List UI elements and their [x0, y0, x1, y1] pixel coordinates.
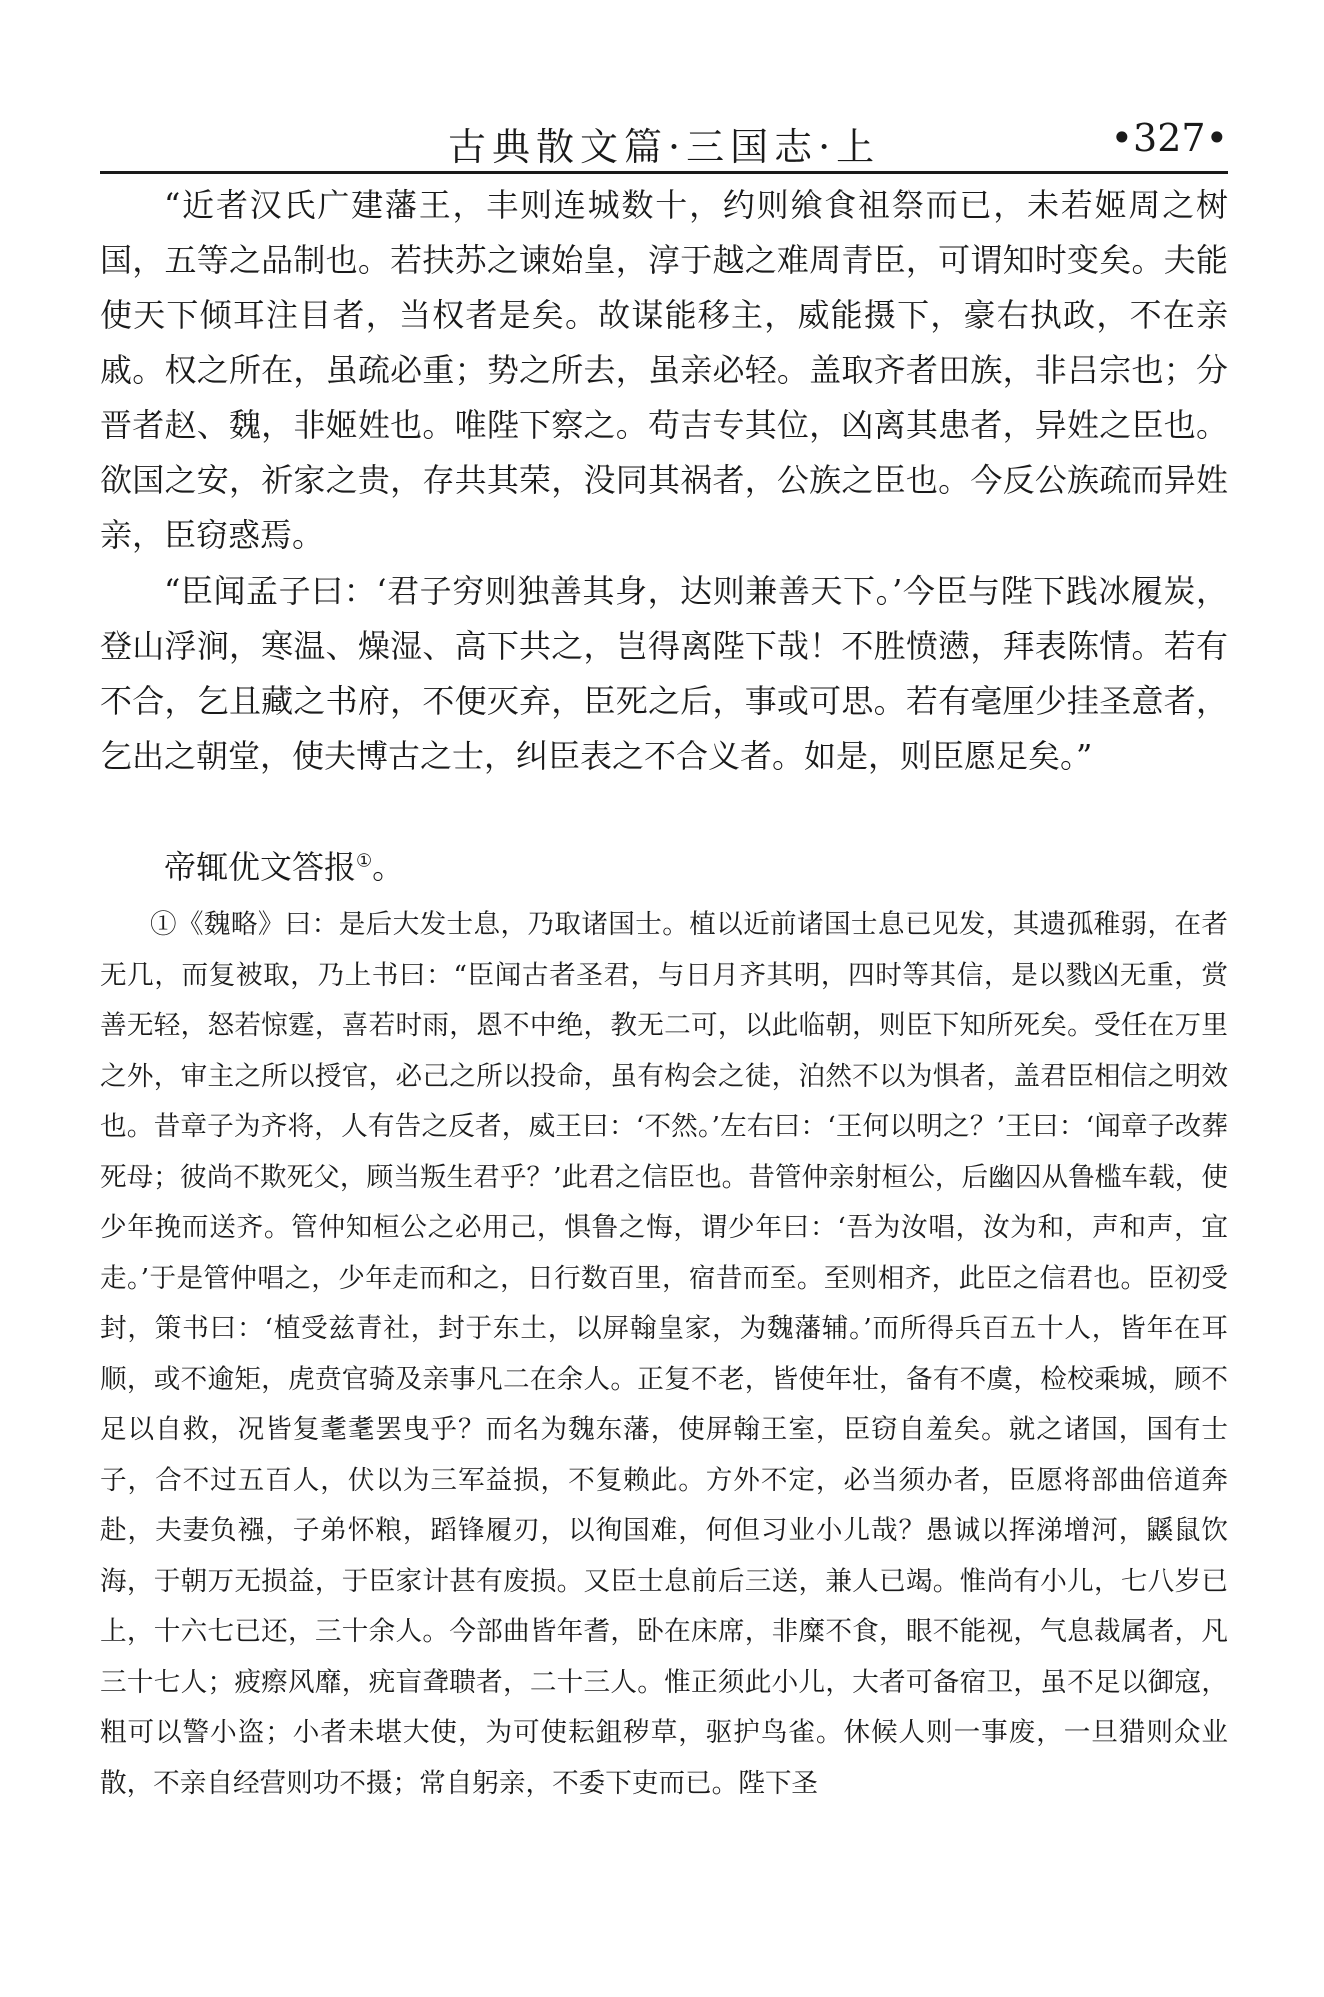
reply-text: 帝辄优文答报 [164, 848, 357, 886]
header-rule [100, 171, 1228, 174]
footnote-text: ①《魏略》曰：是后大发士息，乃取诸国士。植以近前诸国士息已见发，其遗孤稚弱，在者无几，而复被取，乃上书曰：“臣闻古者圣君，与日月齐其明，四时等其信，是以戮凶无重，赏善无轻，怒若惊霆，喜若时雨，恩不中绝，教无二可，以此临朝，则臣下知所死矣。受任在万里之外，审主之所以授官，必己之所以投命，虽有构会之徒，泊然不以为惧者，盖君臣相信之明效也。昔章子为齐将，人有告之反者，威王曰：‘不然。’左右曰：‘王何以明之？’王曰：‘闻章子改葬死母；彼尚不欺死父，顾当叛生君乎？’此君之信臣也。昔管仲亲射桓公，后幽囚从鲁槛车载，使少年挽而送齐。管仲知桓公之必用己，惧鲁之悔，谓少年曰：‘吾为汝唱，汝为和，声和声，宜走。’于是管仲唱之，少年走而和之，日行数百里，宿昔而至。至则相齐，此臣之信君也。臣初受封，策书曰：‘植受兹青社，封于东土，以屏翰皇家，为魏藩辅。’而所得兵百五十人，皆年在耳顺，或不逾矩，虎贲官骑及亲事凡二在余人。正复不老，皆使年壮，备有不虞，检校乘城，顾不足以自救，况皆复耄耄罢曳乎？而名为魏东藩，使屏翰王室，臣窃自羞矣。就之诸国，国有士子，合不过五百人，伏以为三军益损，不复赖此。方外不定，必当须办者，臣愿将部曲倍道奔赴，夫妻负襁，子弟怀粮，蹈锋履刃，以徇国难，何但习业小儿哉？愚诚以挥涕增河，鼷鼠饮海，于朝万无损益，于臣家计甚有废损。又臣士息前后三送，兼人已竭。惟尚有小儿，七八岁已上，十六七已还，三十余人。今部曲皆年耆，卧在床席，非糜不食，眼不能视，气息裁属者，凡三十七人；疲瘵风靡，疣盲聋聩者，二十三人。惟正须此小儿，大者可备宿卫，虽不足以御寇，粗可以警小盗；小者未堪大使，为可使耘鉏秽草，驱护鸟雀。休候人则一事废，一旦猎则众业散，不亲自经营则功不摄；常自躬亲，不委下吏而已。陛下圣 [100, 909, 1228, 1799]
running-header [100, 108, 1228, 170]
main-text-paragraph-2 [100, 564, 1228, 784]
reply-line [164, 840, 404, 895]
page-number: •327• [1110, 116, 1228, 160]
reply-end: 。 [372, 848, 405, 886]
footnote [100, 900, 1228, 1809]
paragraph: “臣闻孟子曰：‘君子穷则独善其身，达则兼善天下。’今臣与陛下践冰履炭，登山浮涧，寒温、燥湿、高下共之，岂得离陛下哉！不胜愤懑，拜表陈情。若有不合，乞且藏之书府，不便灭弃，臣死之后，事或可思。若有毫厘少挂圣意者，乞出之朝堂，使夫博古之士，纠臣表之不合义者。如是，则臣愿足矣。” [100, 572, 1228, 775]
paragraph: “近者汉氏广建藩王，丰则连城数十，约则飨食祖祭而已，未若姬周之树国，五等之品制也。若扶苏之谏始皇，淳于越之难周青臣，可谓知时变矣。夫能使天下倾耳注目者，当权者是矣。故谋能移主，威能摄下，豪右执政，不在亲戚。权之所在，虽疏必重；势之所去，虽亲必轻。盖取齐者田族，非吕宗也；分晋者赵、魏，非姬姓也。唯陛下察之。苟吉专其位，凶离其患者，异姓之臣也。欲国之安，祈家之贵，存共其荣，没同其祸者，公族之臣也。今反公族疏而异姓亲，臣窃惑焉。 [100, 186, 1228, 554]
header-title: 古典散文篇·三国志·上 [448, 125, 881, 169]
footnote-marker: ① [356, 850, 373, 872]
main-text-paragraph-1 [100, 178, 1228, 563]
